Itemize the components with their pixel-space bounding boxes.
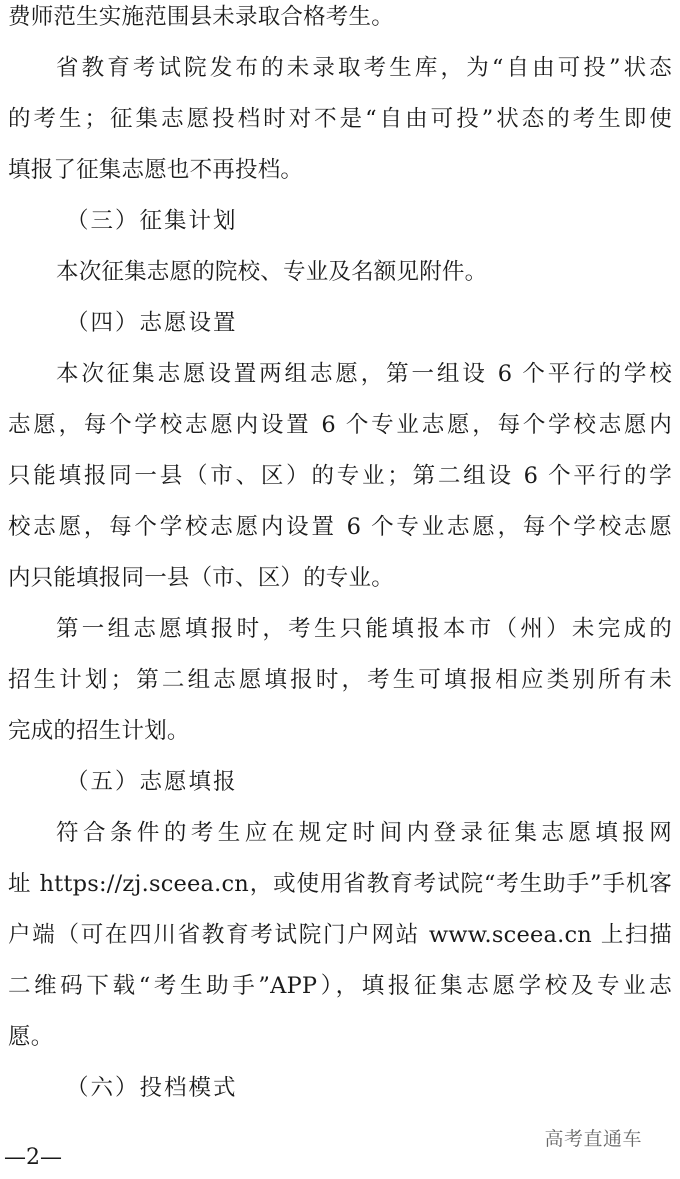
watermark: 高考直通车 xyxy=(544,1129,642,1150)
section-heading-3: （三）征集计划 xyxy=(66,208,238,234)
paragraph-line: 费师范生实施范围县未录取合格考生。 xyxy=(8,4,394,30)
paragraph-line: 志愿，每个学校志愿内设置 6 个专业志愿，每个学校志愿内 xyxy=(8,412,672,438)
paragraph-line: 的考生；征集志愿投档时对不是“自由可投”状态的考生即使 xyxy=(8,106,672,132)
paragraph-line: 校志愿，每个学校志愿内设置 6 个专业志愿，每个学校志愿 xyxy=(8,514,672,540)
section-heading-4: （四）志愿设置 xyxy=(66,310,238,336)
paragraph-line: 二维码下载“考生助手”APP），填报征集志愿学校及专业志 xyxy=(8,973,672,999)
paragraph-line: 第一组志愿填报时，考生只能填报本市（州）未完成的 xyxy=(56,616,672,642)
paragraph-line: 本次征集志愿的院校、专业及名额见附件。 xyxy=(56,259,488,285)
page-number: —2— xyxy=(4,1145,62,1170)
paragraph-line: 填报了征集志愿也不再投档。 xyxy=(8,157,304,183)
paragraph-line: 户端（可在四川省教育考试院门户网站 www.sceea.cn 上扫描 xyxy=(8,922,672,948)
paragraph-line: 内只能填报同一县（市、区）的专业。 xyxy=(8,565,394,591)
paragraph-line: 愿。 xyxy=(8,1024,54,1050)
paragraph-line: 址 https://zj.sceea.cn，或使用省教育考试院“考生助手”手机客 xyxy=(8,871,672,897)
paragraph-line: 符合条件的考生应在规定时间内登录征集志愿填报网 xyxy=(56,820,672,846)
section-heading-6: （六）投档模式 xyxy=(66,1075,238,1101)
paragraph-line: 完成的招生计划。 xyxy=(8,718,190,744)
paragraph-line: 本次征集志愿设置两组志愿，第一组设 6 个平行的学校 xyxy=(56,361,672,387)
paragraph-line: 招生计划；第二组志愿填报时，考生可填报相应类别所有未 xyxy=(8,667,672,693)
section-heading-5: （五）志愿填报 xyxy=(66,769,238,795)
paragraph-line: 只能填报同一县（市、区）的专业；第二组设 6 个平行的学 xyxy=(8,463,672,489)
paragraph-line: 省教育考试院发布的未录取考生库，为“自由可投”状态 xyxy=(56,55,672,81)
